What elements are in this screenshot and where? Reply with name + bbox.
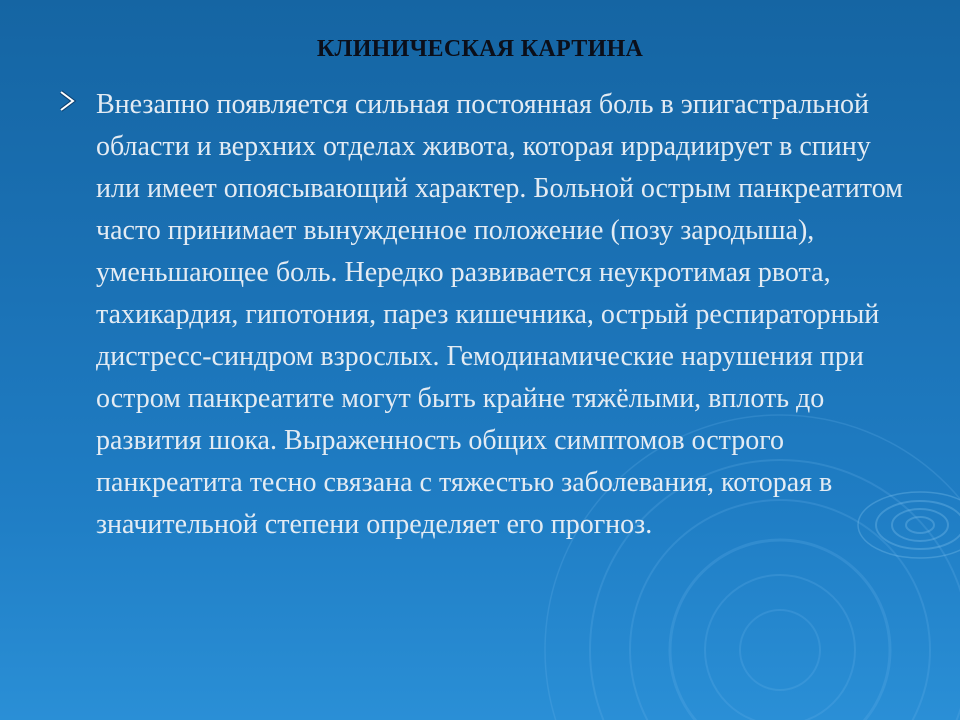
slide-title: КЛИНИЧЕСКАЯ КАРТИНА <box>316 36 644 62</box>
bullet-text: Внезапно появляется сильная постоянная боль в эпигастральной области и верхних отделах живота, которая иррадиирует в спину или имеет опоясывающий характер. Больной острым панкреатитом часто принимает вынужденное положение (позу зародыша), уменьшающее боль. Нередко развивается неукротимая рвота, тахикардия, гипотония, парез кишечника, острый респираторный дистресс-синдром взрослых. Гемодинамические нарушения при остром панкреатите могут быть крайне тяжёлыми, вплоть до развития шока. Выраженность общих симптомов острого панкреатита тесно связана с тяжестью заболевания, которая в значительной степени определяет его прогноз. <box>96 89 903 540</box>
chevron-right-icon <box>58 90 78 112</box>
